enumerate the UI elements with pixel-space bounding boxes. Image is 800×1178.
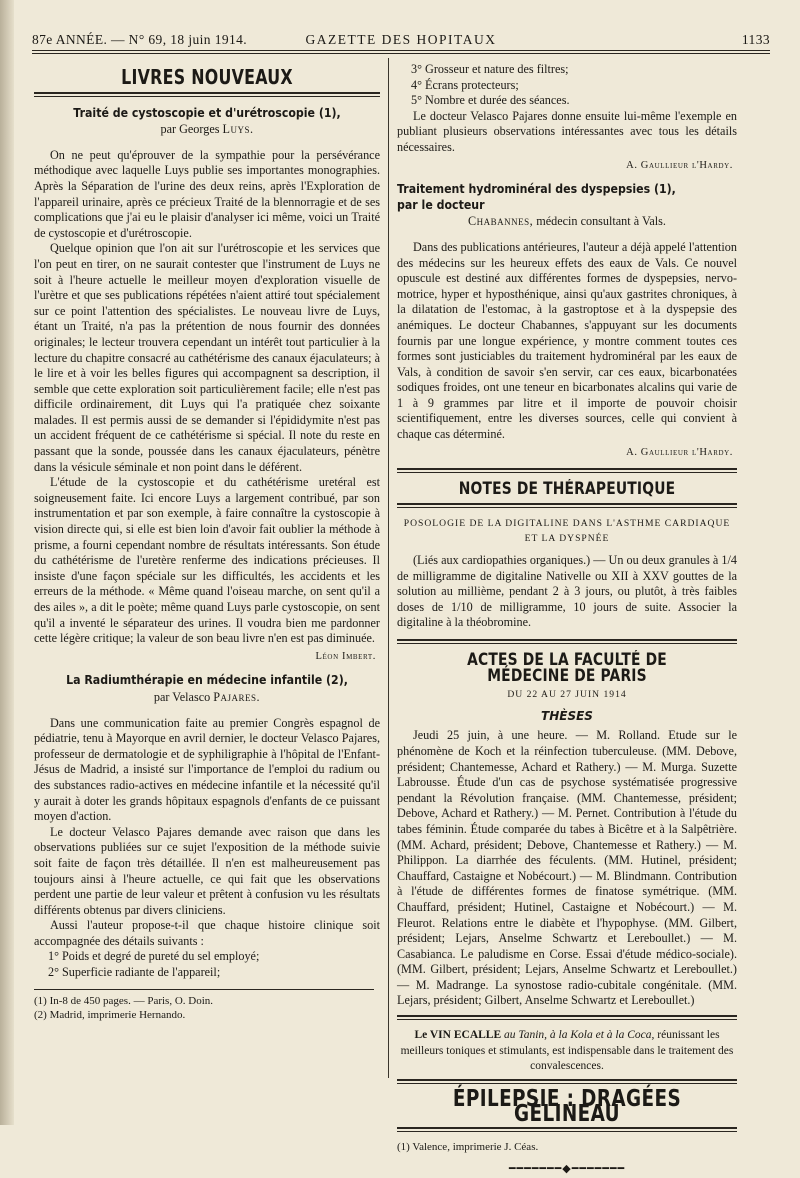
advertisement-vin-ecalle [397, 1028, 737, 1075]
section-rule [397, 1127, 737, 1132]
author-name: Chabannes, [468, 214, 534, 229]
footnote: (1) In-8 de 450 pages. — Paris, O. Doin. [34, 994, 214, 1007]
paragraph: L'étude de la cystoscopie et du cathétérisme uretéral est soigneusement faite. Ici encore Luys a largement contribué, par son instrumentation et par son exemple, à faire connaître la cystoscopie à vision directe qui, si elle est bien loin d'avoir fait oublier la méthode à prisme, a fourni cependant nombre de résultats intéressants. Son étude du cathétérisme de l'uretère renferme des indications précieuses. Il insiste d'une façon spéciale sur les difficultés, les accidents et les erreurs de la méthode. « Même quand l'oiseau marche, on sent qu'il a des ailes », a dit le poète; même quand Luys parle cystoscopie, on sent qu'il a inventé le séparateur des urines. Il voudra bien me pardonner cette légère critique; la valeur de son beau livre n'en est pas diminuée. [34, 475, 380, 646]
footnote-rule [34, 989, 374, 990]
paragraph: Quelque opinion que l'on ait sur l'urétroscopie et les services que l'on peut en tirer, on ne saurait contester que l'instrument de Luys ne soit à l'heure actuelle le meilleur moyen d'exploration visuelle de l'urètre et que ses publications répétées n'aient attiré tout spécialement sur ce point l'attention des spécialistes. Le nouveau livre de Luys, étant un Traité, n'a pas la prétention de nous fournir des données originales; le lecteur trouvera cependant un intérêt tout particulier à la lecture du chapitre consacré au cathétérisme des canaux éjaculateurs; à le lire et à voir les belles figures qui accompagnent sa description, il semble que cette exploration soit particulièrement facile; elle n'est pas difficile ordinairement, dit Luys qui l'a pratiquée chez soixante malades. Il est permis aussi de se demander si l'épididymite n'est pas un accident fréquent de ce cathétérisme si spécial. Il note du reste en passant que la sonde, poussée dans les canaux éjaculateurs, pénètre dans la vésicule séminale et non point dans le déférent. [34, 241, 380, 474]
ornament-divider: ━━━━━━━◆━━━━━━━ [508, 1163, 626, 1176]
author-affiliation: médecin consultant à Vals. [536, 214, 666, 229]
actes-dates: DU 22 AU 27 JUIN 1914 [507, 689, 627, 701]
list-item: 1° Poids et degré de pureté du sel employé; [48, 949, 260, 964]
header-rule-thin [32, 53, 770, 54]
section-title-notes: NOTES DE THÉRAPEUTIQUE [458, 479, 676, 499]
left-column [34, 62, 380, 1022]
article-author [34, 690, 380, 706]
article-author [397, 214, 737, 230]
right-column [397, 62, 737, 1178]
section-rule [34, 92, 380, 97]
paragraph: Le docteur Velasco Pajares donne ensuite lui-même l'exemple en publiant plusieurs observations intéressantes avec tous les détails nécessaires. [397, 108, 737, 154]
footnote: (1) Valence, imprimerie J. Céas. [397, 1141, 539, 1154]
section-title-actes: ACTES DE LA FACULTÉ DE MÉDECINE DE PARIS [467, 650, 667, 685]
paragraph: Le docteur Velasco Pajares demande avec raison que dans les observations publiées sur ce sujet l'exposition de la méthode suivie soit faite de façon très détaillée. Il n'en est malheureusement pas toujours ainsi à l'heure actuelle, ce qui fait que les observations perdent une partie de leur valeur et prêtent à confusion vu les résultats différents obtenus par divers cliniciens. [34, 824, 380, 917]
section-rule [397, 468, 737, 473]
list-item: 5° Nombre et durée des séances. [411, 93, 570, 108]
section-rule [397, 503, 737, 508]
signature: A. Gaullieur l'Hardy. [626, 159, 733, 171]
list-item: 2° Superficie radiante de l'appareil; [48, 965, 221, 980]
paragraph: On ne peut qu'éprouver de la sympathie pour la persévérance méthodique avec laquelle Luys publie ses importantes monographies. Après la Séparation de l'urine des deux reins, après l'Exploration de l'appareil urinaire, après ce précieux Traité de la blennorragie et de ses complications que j'ai eu le plaisir d'analyser ici même, voici un Traité de cystoscopie et d'urétroscopie. [34, 147, 380, 240]
running-header [32, 28, 770, 50]
author-name: Luys. [222, 122, 254, 137]
advertisement-epilepsie: ÉPILEPSIE : DRAGÉES GÉLINEAU [452, 1085, 682, 1128]
section-rule [397, 1079, 737, 1084]
issue-info: 87e ANNÉE. — N° 69, 18 juin 1914. [32, 32, 248, 47]
section-rule [397, 1015, 737, 1020]
author-prefix: par Georges [160, 122, 220, 137]
section-title-livres-nouveaux: LIVRES NOUVEAUX [121, 65, 293, 89]
page-number: 1133 [741, 32, 770, 47]
journal-title: GAZETTE DES HOPITAUX [305, 32, 497, 47]
author-prefix: par Velasco [153, 689, 211, 704]
paragraph: Aussi l'auteur propose-t-il que chaque histoire clinique soit accompagnée des détails suivants : [34, 918, 380, 948]
list-item: 4° Écrans protecteurs; [411, 77, 519, 92]
article-author [34, 122, 380, 138]
ad-tagline: au Tanin, à la Kola et à la Coca, [504, 1029, 655, 1042]
author-name: Pajares. [213, 689, 261, 704]
article-title-dyspepsies: Traitement hydrominéral des dyspepsies (1), par le docteur [397, 181, 676, 212]
signature: Léon Imbert. [315, 650, 376, 662]
list-item: 3° Grosseur et nature des filtres; [411, 62, 569, 76]
paragraph: (Liés aux cardiopathies organiques.) — Un ou deux granules à 1/4 de milligramme de digitaline Nativelle ou XII à XXV gouttes de la solution au millième, pendant 2 à 3 jours, ou plutôt, à très faibles doses de 1/10 de milligramme, 10 jours de suite. Associer la digitaline à la théobromine. [397, 553, 737, 630]
page-binding-edge [0, 0, 14, 1125]
notes-subheading: POSOLOGIE DE LA DIGITALINE DANS L'ASTHME CARDIAQUE ET LA DYSPNÉE [403, 517, 731, 545]
signature: A. Gaullieur l'Hardy. [626, 446, 733, 458]
paragraph: Dans des publications antérieures, l'auteur a déjà appelé l'attention des médecins sur les heureux effets des eaux de Vals. Ce nouvel opuscule est destiné aux différentes formes de dyspepsies, nervo-motrice, hyper et hyposthénique, ainsi qu'aux gastrites chroniques, à la dilatation de l'estomac, à la gastroptose et à la dyspepsie des anémiques. Le docteur Chabannes, s'appuyant sur les documents fournis par une longue expérience, y montre comment toutes ces formes sont justiciables du traitement hydrominéral par les eaux de Vals, à condition de savoir s'en servir, car ces eaux, bicarbonatées sodiques froides, ont une teneur en bicarbonates alcalins qui varie de 1 à 9 grammes par litre et il importe de pouvoir choisir scientifiquement, entre les diverses sources, celle qui convient à chaque cas déterminé. [397, 239, 737, 442]
paragraph: Jeudi 25 juin, à une heure. — M. Rolland. Etude sur le phénomène de Koch et la réinfection tuberculeuse. (MM. Debove, président; Chantemesse, Achard et Rathery.) — M. Murga. Suzette Labrousse. Étude d'un cas de psychose systématisée progressive pendant la Révolution française. (MM. Chantemesse, président; Debove, Achard et Rathery.) — M. Pernet. Contribution à l'étude du tabes féminin. Étude comparée du tabes à Bicêtre et à la Salpêtrière. (MM. Achard, président; Debove, Chantemesse et Rathery.) — M. Philippon. La diarrhée des féculents. (MM. Hutinel, président; Chauffard, Castaigne et Nobécourt.) — M. Blindmann. Contribution à l'étude de différentes formes de finatose symétrique. (MM. Chauffard, président; Hutinel, Castaigne et Nobécourt.) — M. Fleurot. Relations entre le diabète et l'hypophyse. (MM. Gilbert, président; Lejars, Anselme Schwartz et Lereboullet.) — M. Casabianca. Le paludisme en Corse. Essai d'étude médico-sociale). (MM. Gilbert, président; Lejars, Anselme Schwartz et Lereboullet.) — M. Madrange. La synostose radio-cubitale congénitale. (MM. Lejars, président; Gilbert, Anselme Schwartz et Lereboullet.) [397, 728, 737, 1008]
footnote: (2) Madrid, imprimerie Hernando. [34, 1008, 186, 1021]
section-rule [397, 639, 737, 644]
article-title-cystoscopie: Traité de cystoscopie et d'urétroscopie (1), [73, 104, 341, 120]
header-rule [32, 50, 770, 51]
ad-text: réunissant les meilleurs toniques et stimulants, est indispensable dans le traitement des convalescences. [400, 1029, 734, 1073]
column-divider [388, 58, 389, 1078]
theses-heading: THÈSES [541, 708, 593, 723]
paragraph: Dans une communication faite au premier Congrès espagnol de pédiatrie, tenu à Mayorque en avril dernier, le docteur Velasco Pajares, professeur de dermatologie et de syphiligraphie à l'hôpital de l'Enfant-Jésus de Madrid, a insisté sur l'importance de l'emploi du radium ou des substances radio-actives en médecine infantile et la nécessité qu'il y aurait à doter les grands hôpitaux espagnols d'enfants de ce puissant moyen d'action. [34, 715, 380, 824]
article-title-radiumtherapie: La Radiumthérapie en médecine infantile (2), [66, 672, 348, 688]
ad-brand: Le VIN ECALLE [414, 1029, 502, 1042]
